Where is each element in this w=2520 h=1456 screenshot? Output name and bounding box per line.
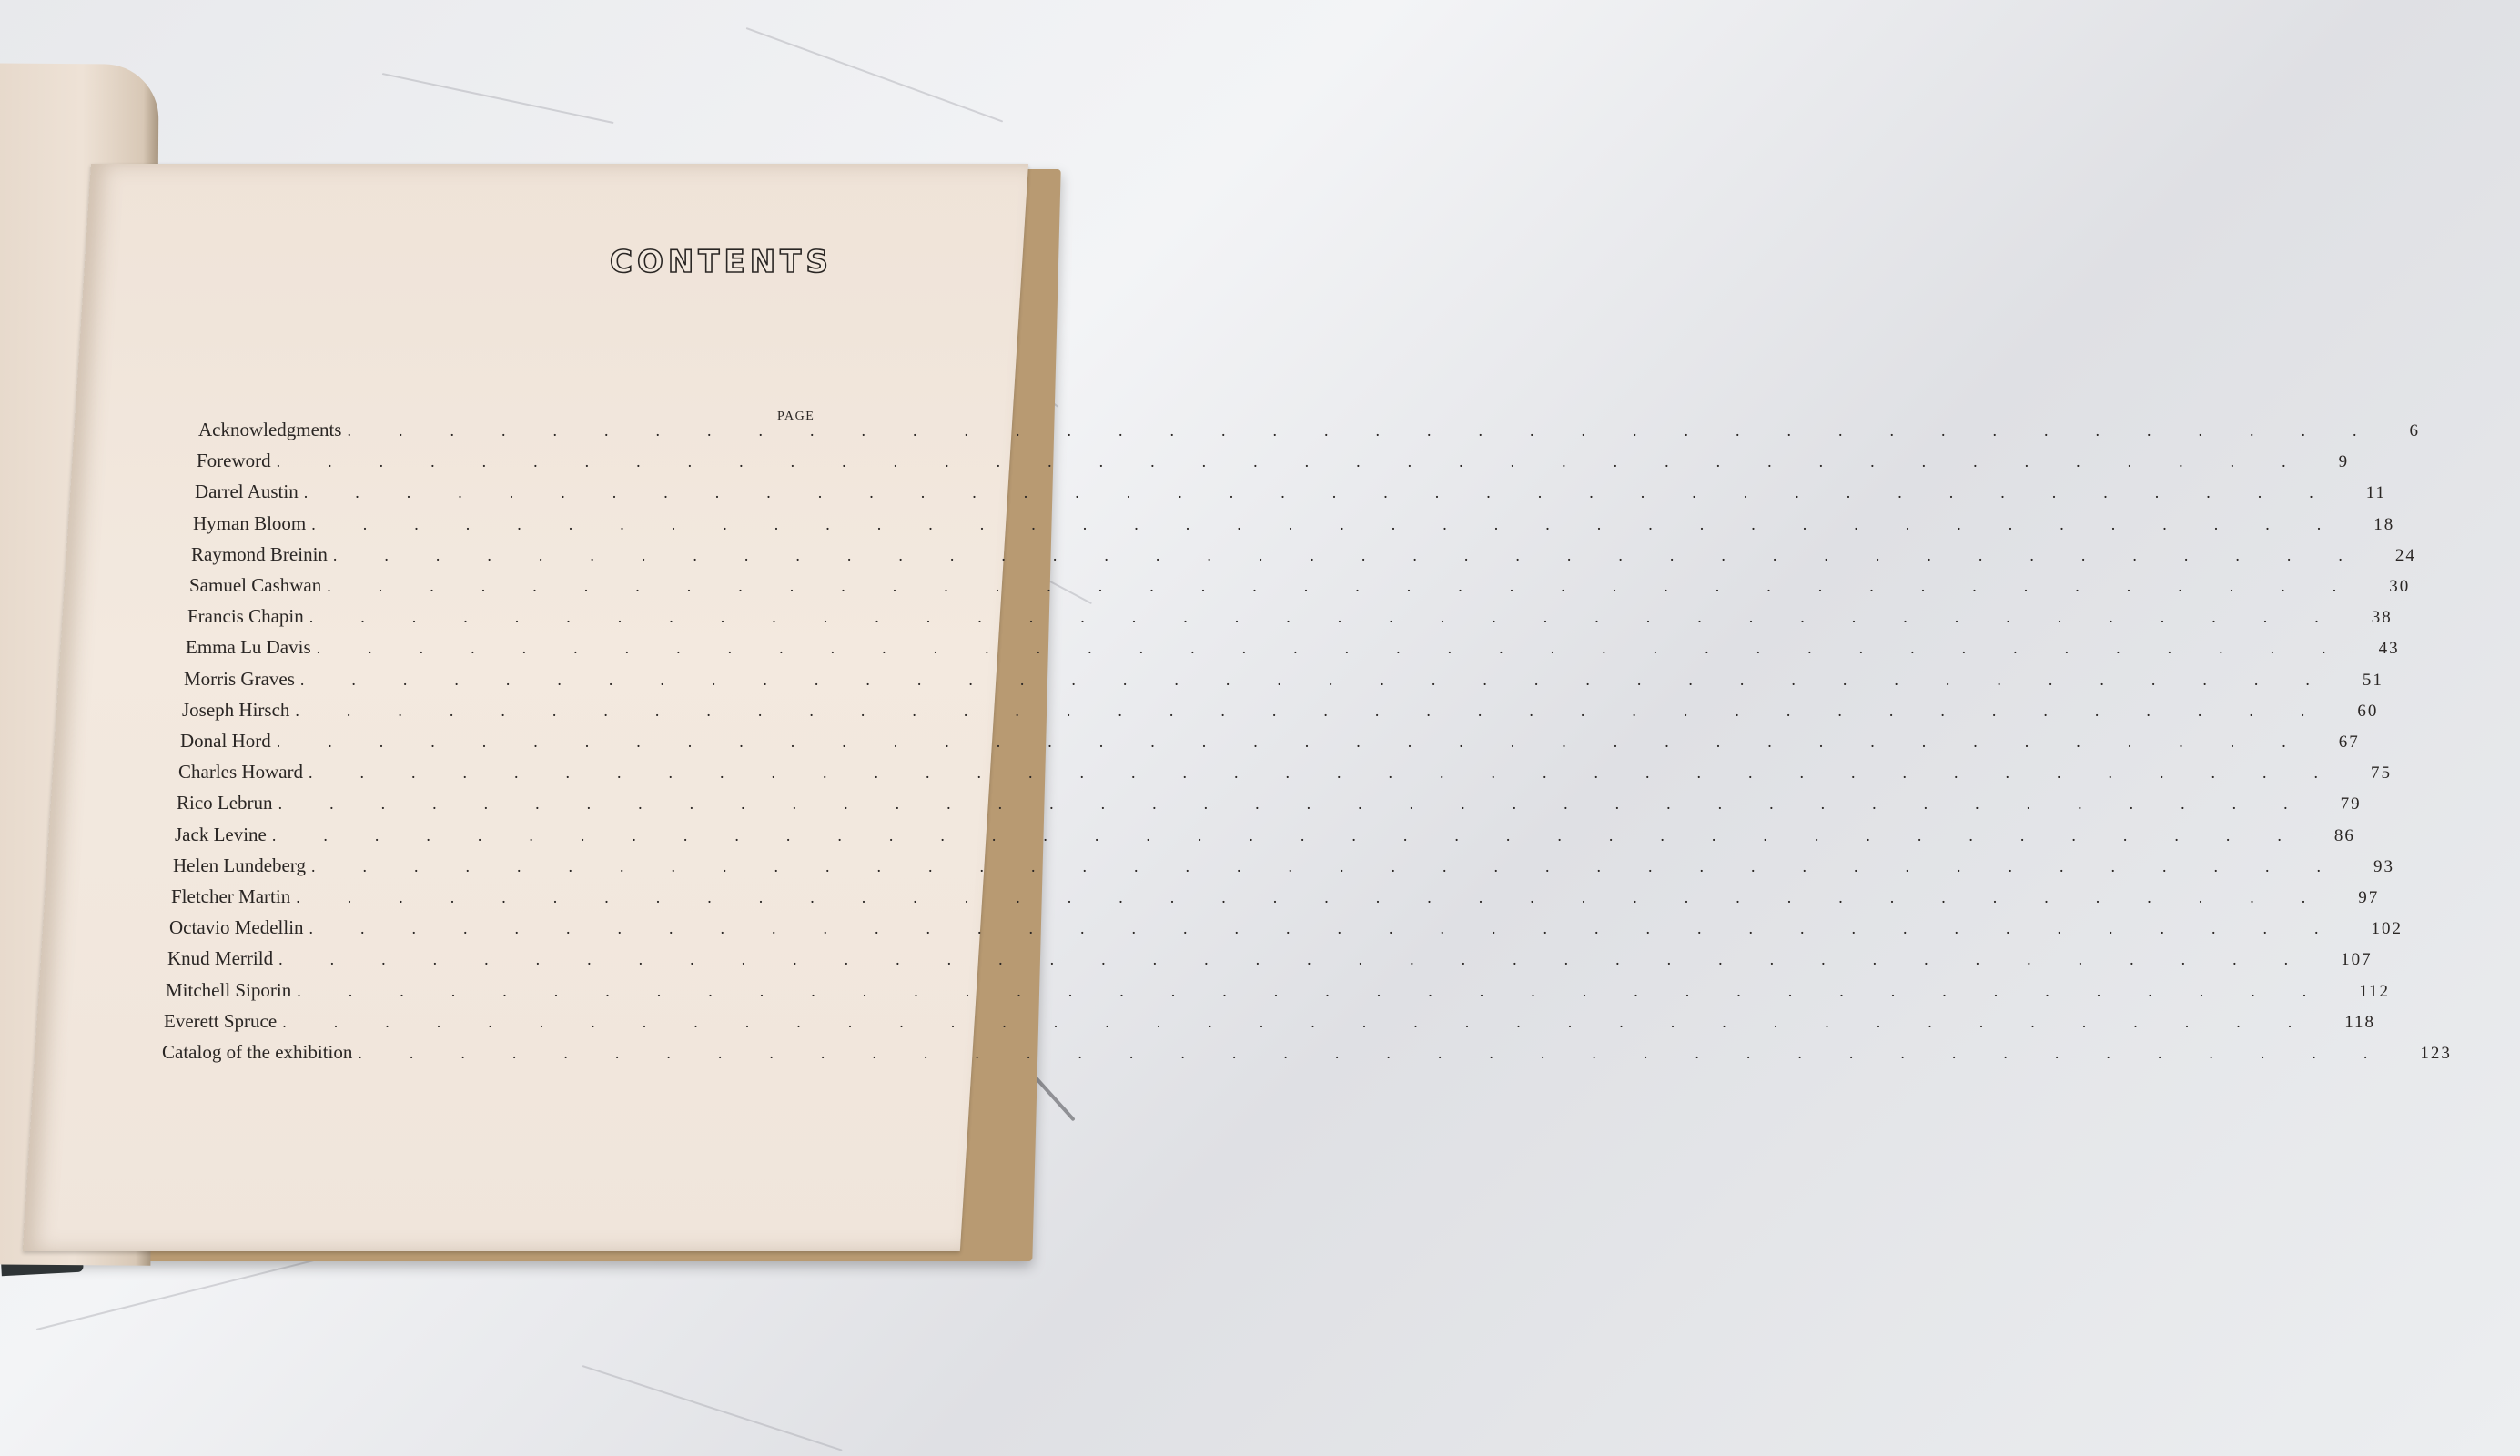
toc-entry-label: Jack Levine [175,823,267,845]
toc-entry [178,761,2393,788]
toc-entry [162,1041,2452,1068]
toc-entry [198,419,2420,446]
toc-entry-label: Mitchell Siporin [166,978,292,1001]
dot-leader: ........................................ [271,825,2329,844]
toc-entry-label: Octavio Medellin [169,916,304,939]
toc-entry-label: Knud Merrild [167,947,274,970]
toc-entry-label: Hyman Bloom [193,511,307,534]
dot-leader: ........................................ [316,639,2373,658]
toc-entry [187,605,2393,632]
toc-entry [184,667,2383,695]
toc-entry [197,450,2350,477]
dot-leader: ........................................ [299,670,2357,689]
dot-leader: ........................................ [309,763,2366,783]
toc-entry-label: Catalog of the exhibition [162,1041,353,1063]
toc-entry-label: Morris Graves [184,667,295,690]
dot-leader: ........................................ [297,981,2354,1000]
toc-entry-label: Joseph Hirsch [182,698,290,721]
toc-entry-page-number: 43 [2378,639,2400,659]
toc-entry-label: Raymond Breinin [191,542,328,565]
toc-entry-label: Emma Lu Davis [186,636,311,659]
toc-entry-page-number: 79 [2340,794,2362,814]
page-column-label: PAGE [777,410,815,423]
toc-entry-page-number: 11 [2365,483,2387,503]
dot-leader: ........................................ [276,452,2333,471]
marble-vein [582,1365,843,1451]
toc-entry [169,916,2404,944]
toc-entry [186,636,2400,663]
toc-entry-page-number: 30 [2389,577,2411,596]
table-of-contents [91,164,2452,1251]
toc-entry-page-number: 51 [2362,670,2383,690]
toc-entry-label: Foreword [197,450,271,472]
toc-entry [166,978,2391,1006]
dot-leader: ........................................ [295,701,2353,720]
toc-entry [189,574,2411,602]
toc-entry-page-number: 9 [2338,452,2350,472]
toc-entry-label: Donal Hord [180,730,271,752]
toc-entry-page-number: 97 [2358,888,2380,907]
toc-entry-page-number: 93 [2373,856,2394,876]
toc-entry-page-number: 6 [2409,421,2420,440]
contents-page [23,164,2452,1251]
toc-entry-label: Darrel Austin [195,480,299,503]
toc-entry [180,730,2360,757]
dot-leader: ........................................ [327,577,2384,595]
dot-leader: ........................................ [358,1044,2415,1062]
toc-entry [167,947,2373,975]
dot-leader: ........................................ [303,483,2361,502]
marble-vein [382,73,614,124]
page-title: CONTENTS [610,244,833,280]
dot-leader: ........................................ [278,950,2336,969]
dot-leader: ........................................ [310,856,2368,875]
toc-entry-label: Acknowledgments [198,419,342,440]
toc-entry [191,542,2416,571]
toc-entry [182,698,2379,726]
toc-entry-page-number: 118 [2344,1012,2375,1032]
toc-entry-page-number: 86 [2333,825,2355,845]
toc-entry-page-number: 67 [2338,733,2360,752]
dot-leader: ........................................ [309,919,2366,938]
toc-entry-label: Rico Lebrun [177,792,273,814]
dot-leader: ........................................ [347,421,2404,440]
toc-entry-page-number: 112 [2359,981,2391,1001]
dot-leader: ........................................ [276,733,2333,751]
toc-entry [173,854,2394,882]
toc-entry-page-number: 18 [2373,514,2395,534]
toc-entry-page-number: 123 [2420,1044,2452,1063]
toc-entry-page-number: 107 [2341,950,2373,970]
toc-entry [195,480,2387,508]
toc-entry-label: Everett Spruce [164,1009,278,1032]
toc-entry-label: Charles Howard [178,761,304,784]
dot-leader: ........................................ [282,1012,2340,1031]
toc-entry [171,885,2380,913]
toc-entry-label: Helen Lundeberg [173,854,306,876]
toc-entry-page-number: 38 [2371,608,2393,628]
toc-entry-page-number: 102 [2371,919,2404,939]
toc-entry-label: Fletcher Martin [171,885,291,907]
toc-entry [164,1009,2375,1037]
dot-leader: ........................................ [311,514,2369,533]
toc-entry-page-number: 60 [2357,701,2379,721]
toc-entry [177,792,2362,819]
toc-entry-label: Samuel Cashwan [189,574,322,596]
marble-vein [746,27,1004,122]
dot-leader: ........................................ [309,608,2366,627]
toc-entry [175,823,2355,851]
dot-leader: ........................................ [332,545,2390,564]
toc-entry [193,511,2395,540]
toc-entry-label: Francis Chapin [187,605,304,628]
dot-leader: ........................................ [278,794,2335,814]
toc-entry-page-number: 75 [2371,763,2393,784]
dot-leader: ........................................ [296,888,2353,906]
toc-entry-page-number: 24 [2394,545,2416,565]
